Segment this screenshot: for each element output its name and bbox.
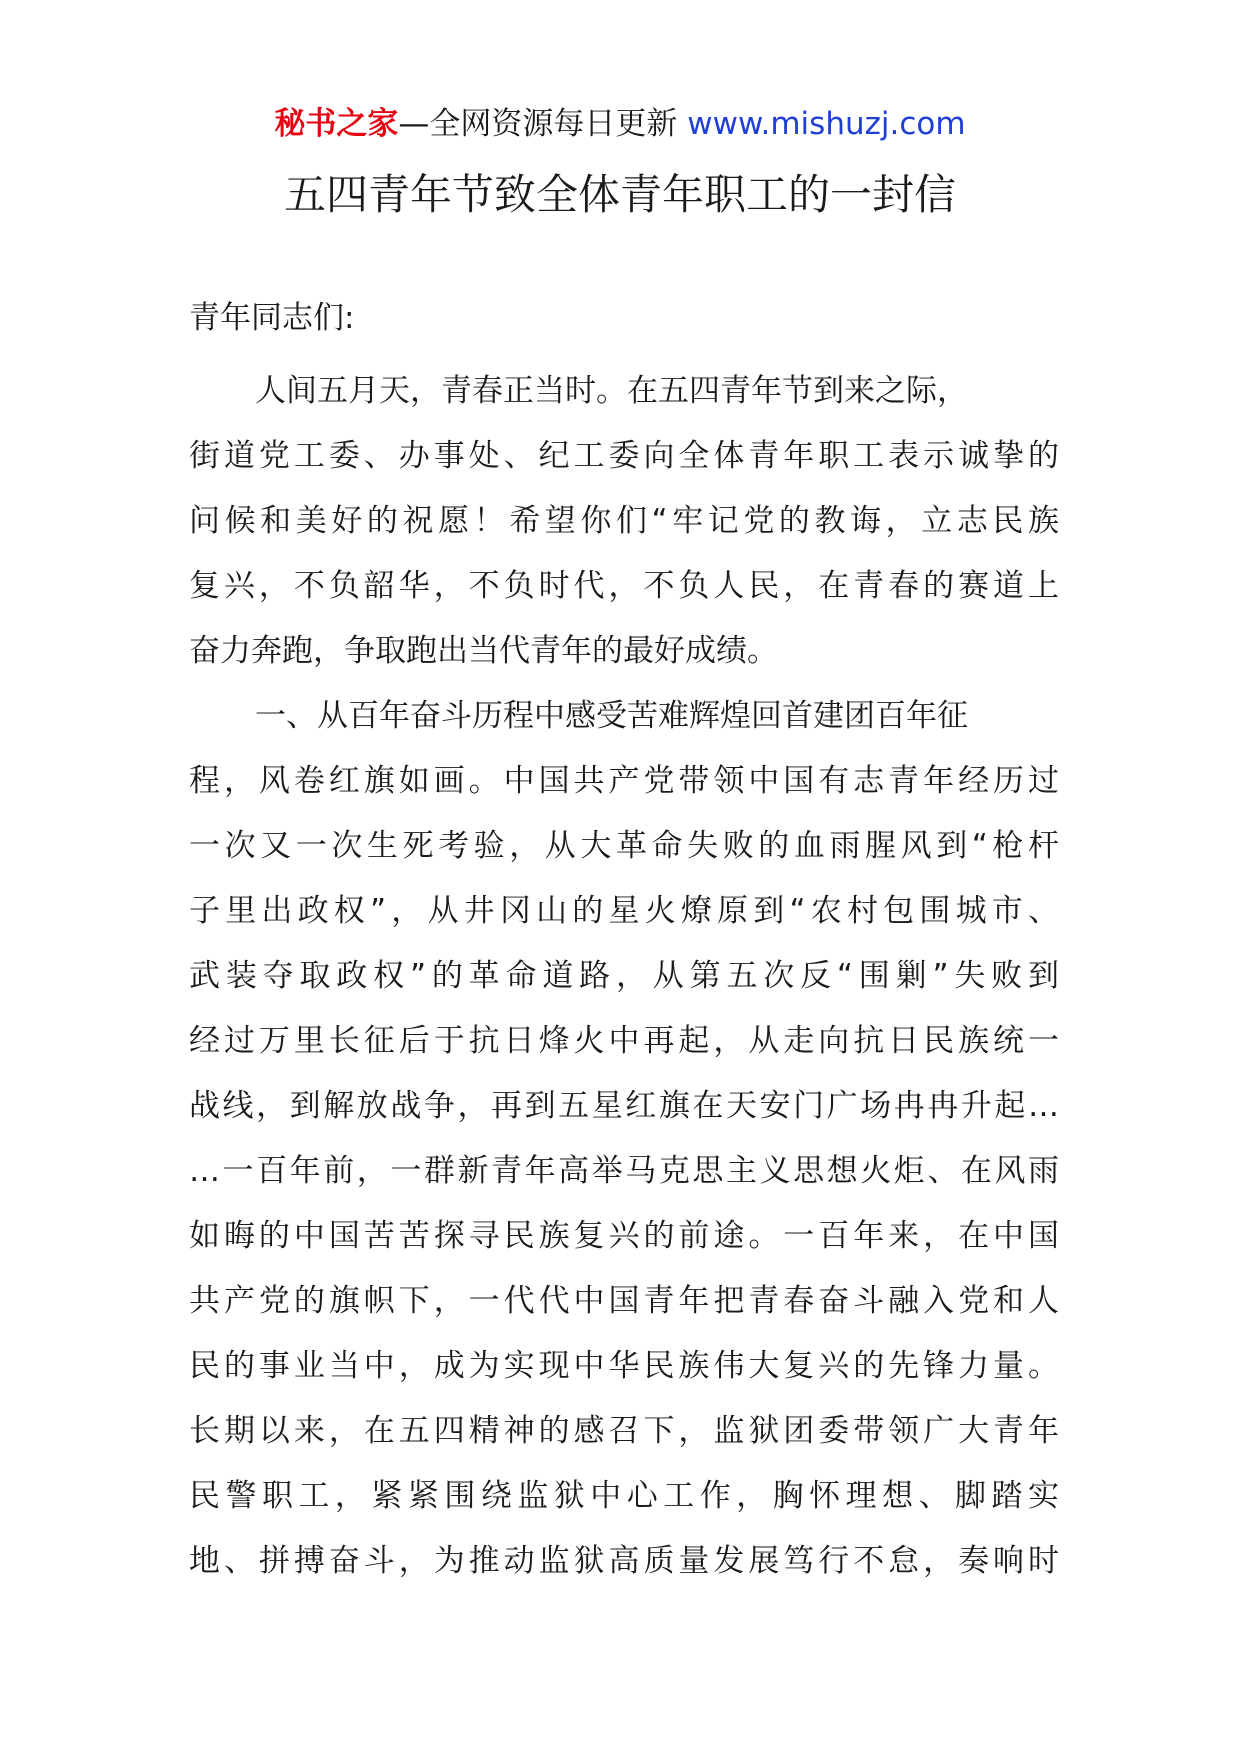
- document-title: 五四青年节致全体青年职工的一封信: [283, 170, 956, 219]
- body-line: 一、从百年奋斗历程中感受苦难辉煌回首建团百年征: [255, 698, 968, 734]
- body-line: 人间五月天，青春正当时。在五四青年节到来之际，: [255, 373, 968, 409]
- body-line: 民的事业当中，成为实现中华民族伟大复兴的先锋力量。: [189, 1348, 1059, 1384]
- body-line: 一次又一次生死考验，从大革命失败的血雨腥风到“枪杆: [189, 828, 1059, 864]
- letter-body: [189, 359, 1059, 1594]
- site-url-link[interactable]: www.mishuzj.com: [687, 106, 966, 142]
- body-line: 共产党的旗帜下，一代代中国青年把青春奋斗融入党和人: [189, 1283, 1059, 1319]
- body-line: 街道党工委、办事处、纪工委向全体青年职工表示诚挚的: [189, 438, 1059, 474]
- body-line: 民警职工，紧紧围绕监狱中心工作，胸怀理想、脚踏实: [189, 1478, 1059, 1514]
- body-line: 复兴，不负韶华，不负时代，不负人民，在青春的赛道上: [189, 568, 1059, 604]
- site-header: [0, 102, 1240, 146]
- body-line: 武装夺取政权”的革命道路，从第五次反“围剿”失败到: [189, 958, 1059, 994]
- body-line: 程，风卷红旗如画。中国共产党带领中国有志青年经历过: [189, 763, 1059, 799]
- body-line: 如晦的中国苦苦探寻民族复兴的前途。一百年来，在中国: [189, 1218, 1059, 1254]
- body-line: …一百年前，一群新青年高举马克思主义思想火炬、在风雨: [189, 1153, 1059, 1189]
- body-line: 子里出政权”，从井冈山的星火燎原到“农村包围城市、: [189, 893, 1059, 929]
- body-line: 问候和美好的祝愿！希望你们“牢记党的教诲，立志民族: [189, 503, 1059, 539]
- body-line: 经过万里长征后于抗日烽火中再起，从走向抗日民族统一: [189, 1023, 1059, 1059]
- body-line: 战线，到解放战争，再到五星红旗在天安门广场冉冉升起…: [189, 1088, 1059, 1124]
- body-line: 长期以来，在五四精神的感召下，监狱团委带领广大青年: [189, 1413, 1059, 1449]
- body-line: 地、拼搏奋斗，为推动监狱高质量发展笃行不怠，奏响时: [189, 1543, 1059, 1579]
- site-brand: 秘书之家: [274, 106, 399, 142]
- body-line: 奋力奔跑，争取跑出当代青年的最好成绩。: [189, 633, 778, 669]
- letter-greeting: 青年同志们:: [189, 300, 355, 336]
- site-slogan: —全网资源每日更新: [398, 106, 688, 142]
